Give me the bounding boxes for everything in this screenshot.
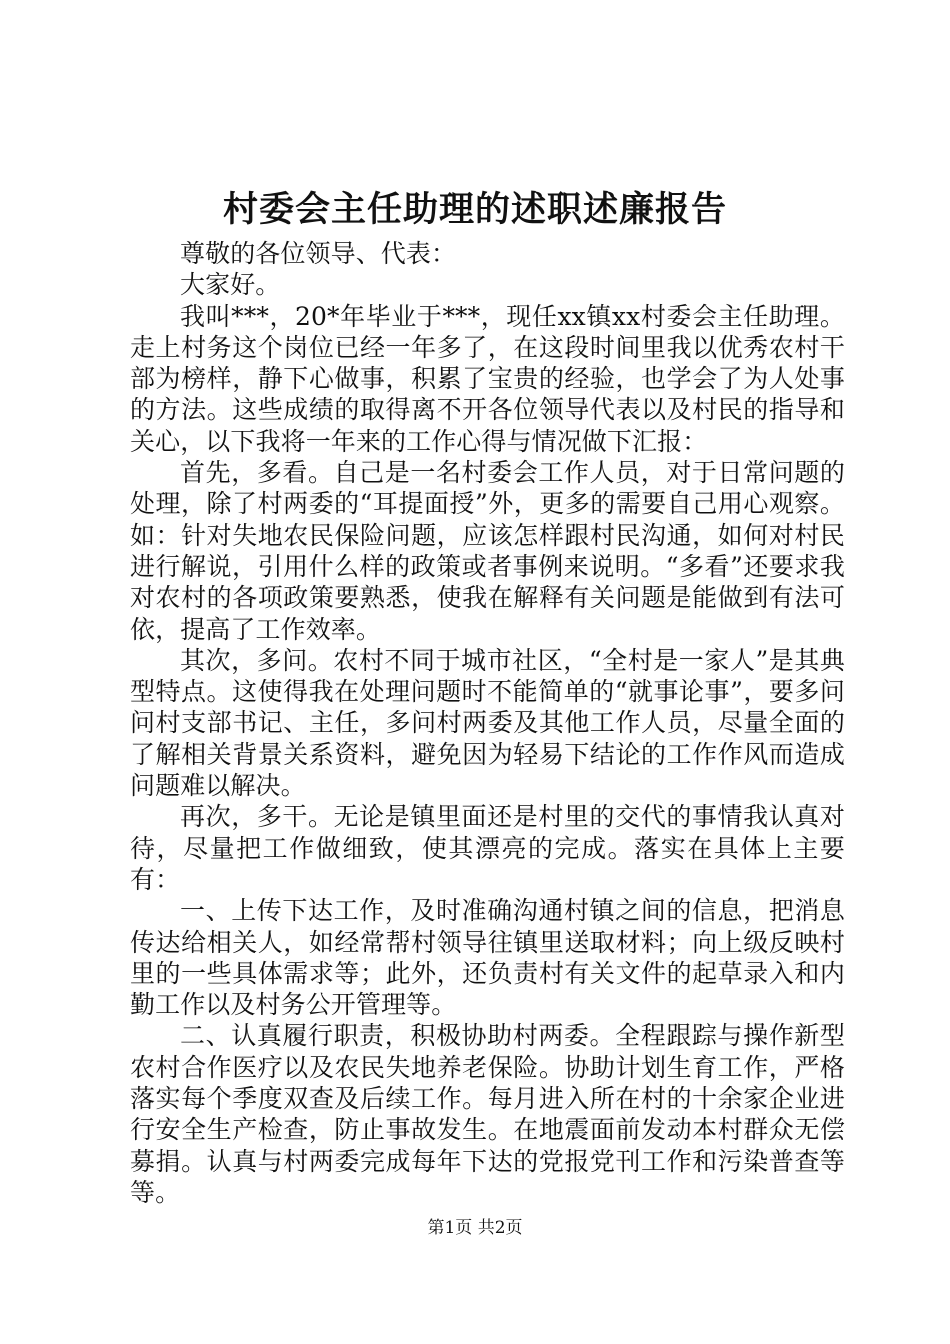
paragraph-observe-more: 首先，多看。自己是一名村委会工作人员，对于日常问题的处理，除了村两委的“耳提面授”外，更多的需要自己用心观察。如：针对失地农民保险问题，应该怎样跟村民沟通，如何对村民进行解说，引用什么样的政策或者事例来说明。“多看”还要求我对农村的各项政策要熟悉，使我在解释有关问题是能做到有法可依，提高了工作效率。 <box>130 458 845 644</box>
paragraph-do-more: 再次，多干。无论是镇里面还是村里的交代的事情我认真对待，尽量把工作做细致，使其漂亮的完成。落实在具体上主要有： <box>130 802 845 894</box>
paragraph-introduction: 我叫***，20*年毕业于***，现任xx镇xx村委会主任助理。走上村务这个岗位已经一年多了，在这段时间里我以优秀农村干部为榜样，静下心做事，积累了宝贵的经验，也学会了为人处事的方法。这些成绩的取得离不开各位领导代表以及村民的指导和关心，以下我将一年来的工作心得与情况做下汇报： <box>130 301 845 456</box>
paragraph-item-one: 一、上传下达工作，及时准确沟通村镇之间的信息，把消息传达给相关人，如经常帮村领导往镇里送取材料；向上级反映村里的一些具体需求等；此外，还负责村有关文件的起草录入和内勤工作以及村务公开管理等。 <box>130 896 845 1020</box>
paragraph-greeting: 大家好。 <box>180 270 281 300</box>
document-body <box>130 238 845 1208</box>
paragraph-salutation: 尊敬的各位领导、代表： <box>180 239 457 268</box>
paragraph-ask-more: 其次，多问。农村不同于城市社区，“全村是一家人”是其典型特点。这使得我在处理问题时不能简单的“就事论事”，要多问问村支部书记、主任，多问村两委及其他工作人员，尽量全面的了解相关背景关系资料，避免因为轻易下结论的工作作风而造成问题难以解决。 <box>130 645 845 801</box>
page-number-footer: 第1页 共2页 <box>427 1218 523 1238</box>
document-title: 村委会主任助理的述职述廉报告 <box>222 189 727 230</box>
paragraph-item-two: 二、认真履行职责，积极协助村两委。全程跟踪与操作新型农村合作医疗以及农民失地养老保险。协助计划生育工作，严格落实每个季度双查及后续工作。每月进入所在村的十余家企业进行安全生产检查，防止事故发生。在地震面前发动本村群众无偿募捐。认真与村两委完成每年下达的党报党刊工作和污染普查等等。 <box>130 1021 845 1207</box>
